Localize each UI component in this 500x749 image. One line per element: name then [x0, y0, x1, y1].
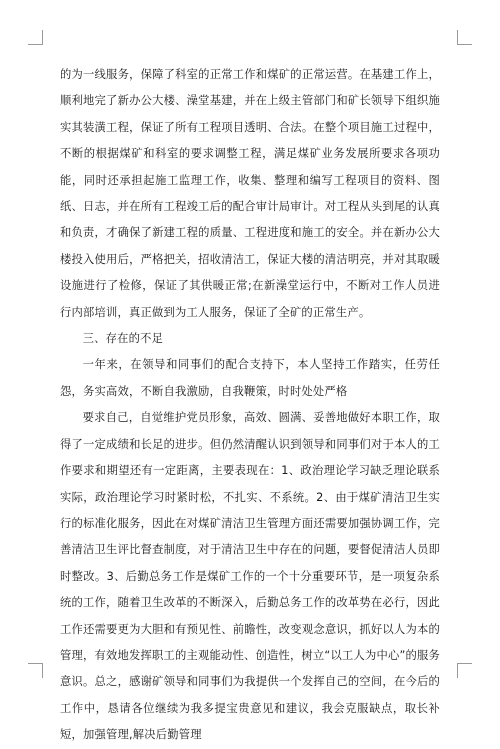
paragraph-summary-intro: 一年来，在领导和同事们的配合支持下，本人坚持工作踏实，任劳任怨，务实高效，不断自我激励，自我鞭策，时时处处严格	[60, 358, 440, 398]
document-body	[60, 62, 440, 749]
paragraph-infrastructure: 的为一线服务，保障了科室的正常工作和煤矿的正常运营。在基建工作上，顺利地完了新办公大楼、澡堂基建，并在上级主管部门和矿长领导下组织施实其装潢工程，保证了所有工程项目透明、合法。在整个项目施工过程中，不断的根据煤矿和科室的要求调整工程，满足煤矿业务发展所要求各项功能，同时还承担起施工监理工作，收集、整理和编写工程项目的资料、图纸、日志，并在所有工程竣工后的配合审计局审计。对工程从头到尾的认真和负责，才确保了新建工程的质量、工程进度和施工的安全。并在新办公大楼投入使用后，严格把关，招收清洁工，保证大楼的清洁明亮，并对其取暖设施进行了检修，保证了其供暖正常;在新澡堂运行中，不断对工作人员进行内部培训，真正做到为工人服务，保证了全矿的正常生产。	[60, 68, 440, 319]
crop-mark-bottom-left	[28, 663, 43, 678]
crop-mark-bottom-right	[457, 663, 472, 678]
section-heading-shortcomings: 三、存在的不足	[82, 332, 164, 346]
crop-mark-top-right	[457, 30, 472, 45]
paragraph-shortcomings: 要求自己，自觉维护党员形象，高效、圆满、妥善地做好本职工作，取得了一定成绩和长足的进步。但仍然清醒认识到领导和同事们对于本人的工作要求和期望还有一定距离，主要表现在：1、政治理论学习缺乏理论联系实际，政治理论学习时紧时松，不扎实、不系统。2、由于煤矿清洁卫生实行的标准化服务，因此在对煤矿清洁卫生管理方面还需要加强协调工作，完善清洁卫生评比督查制度，对于清洁卫生中存在的问题，要督促清洁人员即时整改。3、后勤总务工作是煤矿工作的一个十分重要环节，是一项复杂系统的工作，随着卫生改革的不断深入，后勤总务工作的改革势在必行，因此工作还需要更为大胆和有预见性、前瞻性，改变观念意识，抓好以人为本的管理，有效地发挥职工的主观能动性、创造性，树立“以工人为中心”的服务意识。总之，感谢矿领导和同事们为我提供一个发挥自己的空间，在今后的工作中，恳请各位继续为我多提宝贵意见和建议，我会克服缺点，取长补短，加强管理,解决后勤管理	[60, 411, 441, 742]
crop-mark-top-left	[28, 30, 43, 45]
